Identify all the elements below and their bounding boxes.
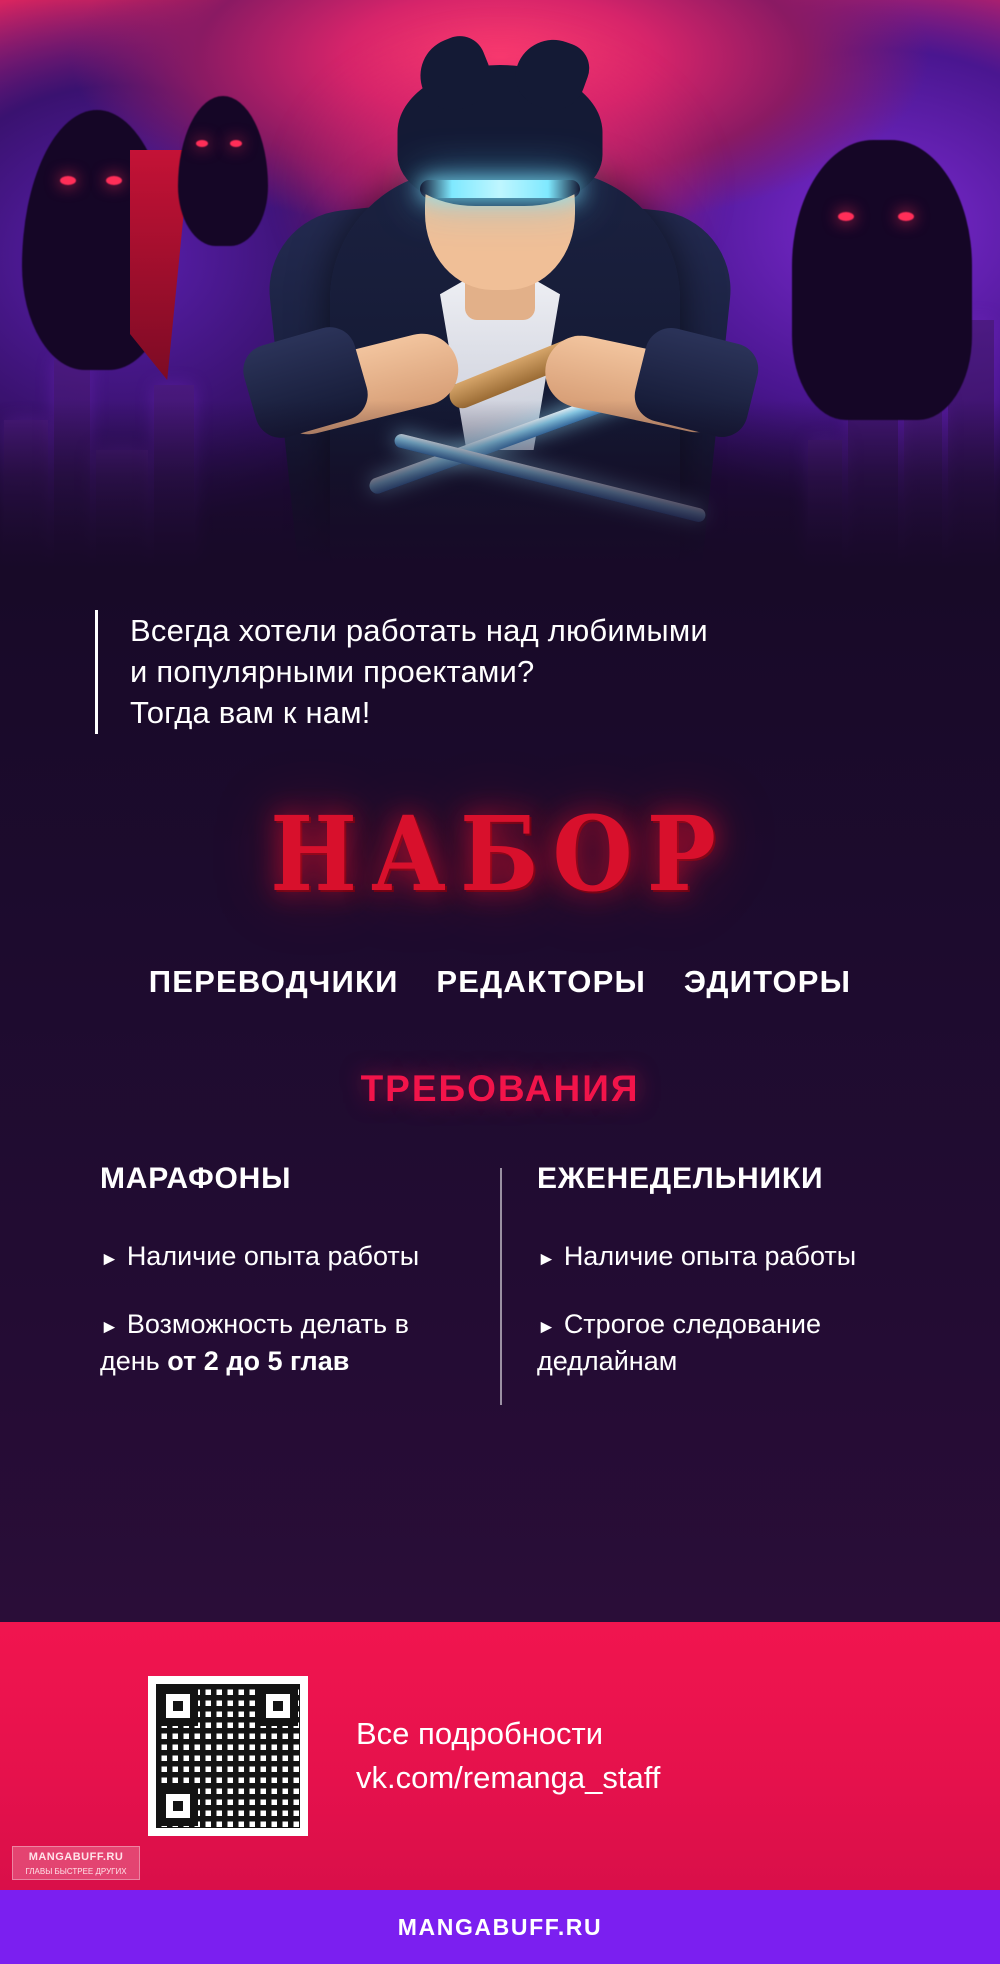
bullet-marker-icon: ► [537,1248,556,1270]
watermark-title: MANGABUFF.RU [28,1851,124,1863]
footer-cta [0,1622,1000,1890]
role-typesetters: ЭДИТОРЫ [683,963,852,999]
qr-finder-top-left [158,1686,198,1726]
role-editors: РЕДАКТОРЫ [436,963,647,999]
bottom-brand-bar [0,1890,1000,1964]
intro-block [95,610,825,734]
column-title-marathons: МАРАФОНЫ [100,1161,292,1195]
footer-details [356,1712,660,1800]
qr-finder-bottom-left [158,1786,198,1826]
role-translators: ПЕРЕВОДЧИКИ [148,963,399,999]
bullet-item [537,1238,900,1274]
column-marathons [78,1162,485,1411]
bullet-text: Строгое следование дедлайнам [537,1309,822,1376]
column-title-weeklies: ЕЖЕНЕДЕЛЬНИКИ [537,1161,824,1195]
bullet-marker-icon: ► [537,1317,556,1339]
intro-line-2: и популярными проектами? [130,654,535,690]
requirements-title: ТРЕБОВАНИЯ [360,1067,640,1109]
bullet-text: Наличие опыта работы [563,1240,857,1271]
column-divider [500,1168,502,1405]
bullet-text: Возможность делать в день [100,1309,409,1376]
bullet-item [100,1238,463,1274]
qr-code[interactable] [148,1676,308,1836]
bullet-text-bold: от 2 до 5 глав [167,1345,350,1376]
column-weeklies [485,1162,922,1411]
monster-silhouette-right [792,140,972,420]
qr-finder-top-right [258,1686,298,1726]
requirements-columns [0,1162,1000,1411]
roles-list [0,964,1000,1000]
poster-body [0,570,1000,1622]
watermark-subtitle: ГЛАВЫ БЫСТРЕЕ ДРУГИХ [25,1866,127,1876]
headline-nabor: НАБОР [270,793,730,915]
details-label: Все подробности [356,1715,604,1751]
bullet-marker-icon: ► [100,1248,119,1270]
bullet-text: Наличие опыта работы [126,1240,420,1271]
bullet-item [537,1306,900,1379]
details-link[interactable]: vk.com/remanga_staff [356,1760,661,1795]
bullet-marker-icon: ► [100,1317,119,1339]
intro-line-3: Тогда вам к нам! [130,695,371,731]
watermark-badge [12,1846,140,1880]
intro-line-1: Всегда хотели работать над любимыми [130,613,708,648]
hero-gradient-fade [0,400,1000,570]
bottom-brand-label: MANGABUFF.RU [397,1913,603,1940]
hero-artwork [0,0,1000,570]
glowing-eyes [420,180,580,198]
qr-code-pattern [156,1684,300,1828]
bullet-item [100,1306,463,1379]
